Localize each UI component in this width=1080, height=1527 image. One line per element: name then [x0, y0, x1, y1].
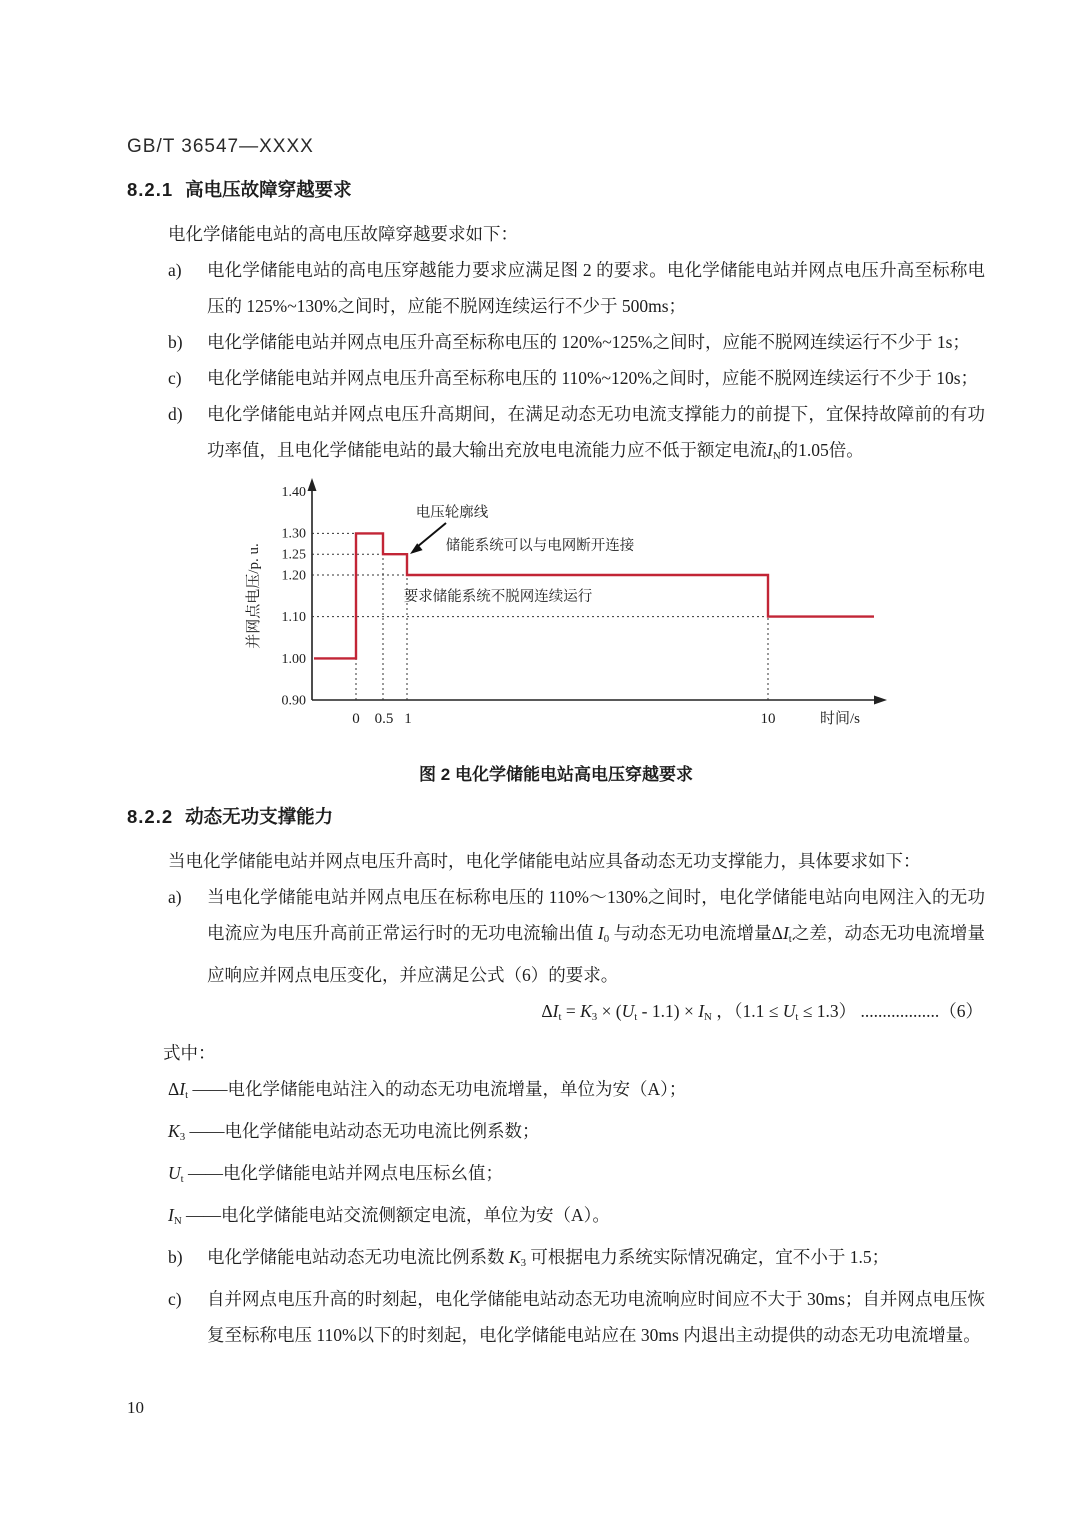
- y-tick-labels: [282, 485, 307, 708]
- page-number: 10: [127, 1398, 144, 1417]
- annotation-voltage-profile: 电压轮廓线: [415, 505, 489, 522]
- x-tick: 1: [404, 711, 412, 728]
- section-822-number: 8.2.2: [127, 806, 174, 828]
- y-tick: 1.40: [281, 485, 306, 501]
- section-821-intro: 电化学储能电站的高电压故障穿越要求如下：: [168, 224, 518, 244]
- list-item-text: 自并网点电压升高的时刻起，电化学储能电站动态无功电流响应时间应不大于 30ms；自并网点电压恢复至标称电压 110%以下的时刻起，电化学储能电站应在 30ms 内退出主动提供的动态无功电流增量。: [207, 1289, 985, 1346]
- y-tick: 1.25: [281, 547, 306, 563]
- section-822-heading: [127, 805, 985, 829]
- list-item-label: a): [168, 887, 182, 908]
- section-822-list-bc: [127, 1239, 985, 1353]
- list-item-label: c): [168, 368, 182, 388]
- list-item-text: 电化学储能电站动态无功电流比例系数 K3 可根据电力系统实际情况确定，宜不小于 1.5；: [207, 1247, 890, 1270]
- list-item-c: [168, 360, 985, 396]
- section-821-list: [127, 252, 985, 474]
- list-item-label: a): [168, 260, 182, 280]
- section-822-title: 动态无功支撑能力: [185, 806, 334, 828]
- list-item-text: 电化学储能电站并网点电压升高至标称电压的 120%~125%之间时，应能不脱网连续运行不少于 1s；: [207, 332, 970, 352]
- y-tick: 1.20: [281, 568, 306, 584]
- y-axis-arrow-icon: [308, 478, 317, 491]
- list-item-a: [168, 879, 985, 993]
- list-item-text: 电化学储能电站并网点电压升高至标称电压的 110%~120%之间时，应能不脱网连续运行不少于 10s；: [207, 368, 979, 388]
- y-tick: 1.10: [281, 610, 306, 626]
- list-item-b: [168, 324, 985, 360]
- list-item-a: [168, 252, 985, 324]
- definition-k3: K3 ——电化学储能电站动态无功电流比例系数；: [168, 1121, 540, 1144]
- definition-in: IN ——电化学储能电站交流侧额定电流，单位为安（A）。: [168, 1205, 610, 1228]
- label-may-disconnect: 储能系统可以与电网断开连接: [445, 538, 635, 555]
- doc-code: GB/T 36547—XXXX: [127, 136, 314, 157]
- y-tick: 1.00: [281, 651, 306, 667]
- label-stay-connected: 要求储能系统不脱网连续运行: [403, 589, 593, 606]
- y-tick: 1.30: [281, 526, 306, 542]
- section-821-number: 8.2.1: [127, 179, 174, 200]
- x-tick: 0: [352, 711, 360, 728]
- list-item-label: d): [168, 404, 183, 424]
- list-item-text: 电化学储能电站并网点电压升高期间，在满足动态无功电流支撑能力的前提下，宜保持故障前的有功功率值，且电化学储能电站的最大输出充放电电流能力应不低于额定电流IN的1.05倍。: [207, 404, 985, 463]
- section-821-heading: [127, 178, 985, 202]
- list-item-label: c): [168, 1289, 182, 1310]
- equation-6: ΔIt = K3 × (Ut - 1.1) × IN ，（1.1 ≤ Ut ≤ 1.3） ..................（6）: [541, 1001, 983, 1024]
- section-822-list-a: [127, 879, 985, 993]
- where-label: 式中：: [163, 1043, 216, 1064]
- y-axis-title: 并网点电压/p. u.: [246, 543, 262, 649]
- x-tick: 0.5: [374, 711, 394, 728]
- list-item-d: [168, 396, 985, 474]
- x-tick-labels: [352, 711, 775, 727]
- page-content: [127, 0, 985, 1353]
- x-axis-arrow-icon: [874, 696, 887, 705]
- x-axis-title: 时间/s: [819, 711, 861, 728]
- list-item-label: b): [168, 1247, 183, 1268]
- gridlines: [312, 533, 768, 700]
- voltage-ride-through-chart: [230, 474, 910, 746]
- definition-delta-it: ΔIt ——电化学储能电站注入的动态无功电流增量，单位为安（A）；: [168, 1079, 687, 1102]
- list-item-b: [168, 1239, 985, 1281]
- annotation-arrow-line: [417, 523, 446, 547]
- definition-ut: Ut ——电化学储能电站并网点电压标幺值；: [168, 1163, 504, 1186]
- x-tick: 10: [760, 711, 776, 728]
- section-821-title: 高电压故障穿越要求: [185, 179, 352, 200]
- figure-2-caption: 图 2 电化学储能电站高电压穿越要求: [419, 765, 693, 785]
- figure-2: [230, 474, 910, 787]
- y-tick: 0.90: [281, 693, 306, 709]
- symbol-definitions: [127, 1071, 985, 1239]
- list-item-text: 当电化学储能电站并网点电压在标称电压的 110%～130%之间时，电化学储能电站向电网注入的无功电流应为电压升高前正常运行时的无功电流输出值 I0 与动态无功电流增量ΔIt之差，动态无功电流增量应响应并网点电压变化，并应满足公式（6）的要求。: [207, 887, 986, 986]
- list-item-c: [168, 1281, 985, 1353]
- list-item-label: b): [168, 332, 183, 352]
- section-822-intro: 当电化学储能电站并网点电压升高时，电化学储能电站应具备动态无功支撑能力，具体要求如下：: [168, 851, 921, 872]
- list-item-text: 电化学储能电站的高电压穿越能力要求应满足图 2 的要求。电化学储能电站并网点电压升高至标称电压的 125%~130%之间时，应能不脱网连续运行不少于 500ms；: [207, 260, 985, 316]
